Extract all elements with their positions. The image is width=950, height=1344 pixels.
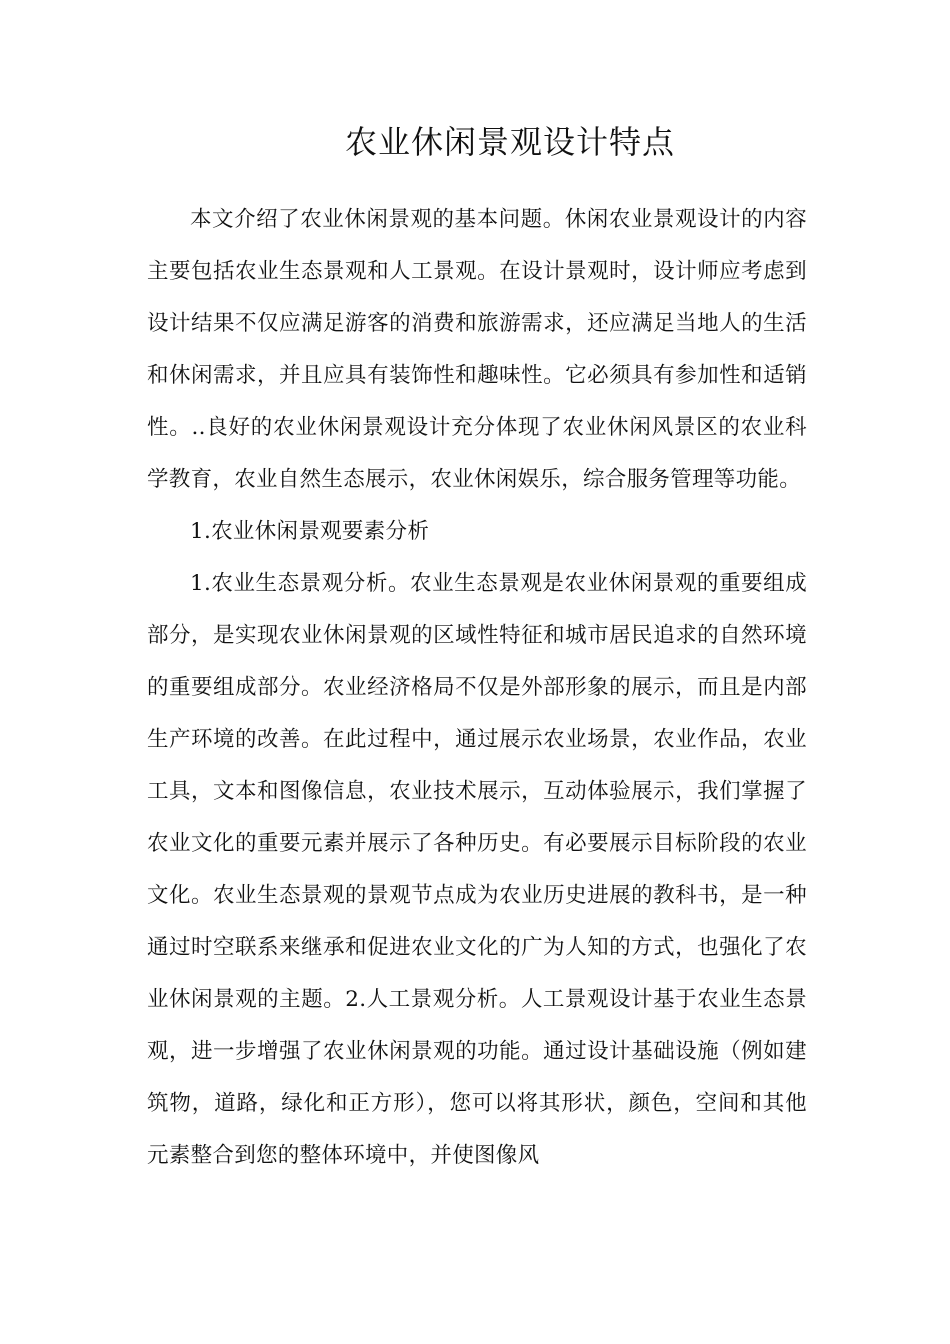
document-body — [147, 194, 807, 1182]
document-title: 农业休闲景观设计特点 — [344, 123, 675, 161]
paragraph-analysis: 1.农业生态景观分析。农业生态景观是农业休闲景观的重要组成部分，是实现农业休闲景观的区域性特征和城市居民追求的自然环境的重要组成部分。农业经济格局不仅是外部形象的展示，而且是内部生产环境的改善。在此过程中，通过展示农业场景，农业作品，农业工具，文本和图像信息，农业技术展示，互动体验展示，我们掌握了农业文化的重要元素并展示了各种历史。有必要展示目标阶段的农业文化。农业生态景观的景观节点成为农业历史进展的教科书，是一种通过时空联系来继承和促进农业文化的广为人知的方式，也强化了农业休闲景观的主题。2.人工景观分析。人工景观设计基于农业生态景观，进一步增强了农业休闲景观的功能。通过设计基础设施（例如建筑物，道路，绿化和正方形），您可以将其形状，颜色，空间和其他元素整合到您的整体环境中，并使图像风 — [147, 571, 807, 1168]
paragraph-intro: 本文介绍了农业休闲景观的基本问题。休闲农业景观设计的内容主要包括农业生态景观和人工景观。在设计景观时，设计师应考虑到设计结果不仅应满足游客的消费和旅游需求，还应满足当地人的生活和休闲需求，并且应具有装饰性和趣味性。它必须具有参加性和适销性。..良好的农业休闲景观设计充分体现了农业休闲风景区的农业科学教育，农业自然生态展示，农业休闲娱乐，综合服务管理等功能。 — [147, 207, 807, 492]
section-heading: 1.农业休闲景观要素分析 — [190, 519, 430, 544]
